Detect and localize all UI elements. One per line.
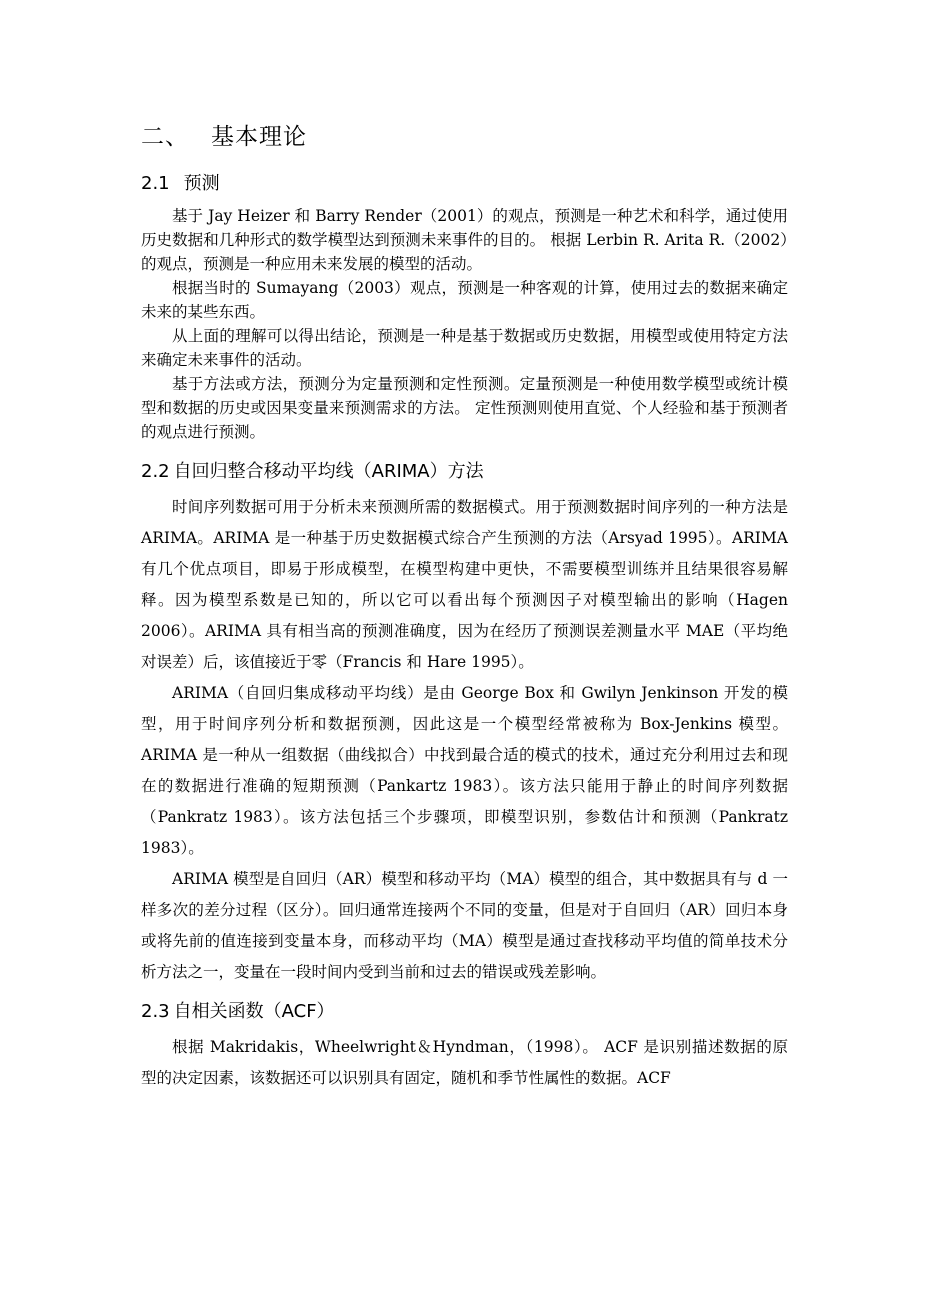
document-page	[141, 118, 788, 1094]
section-heading	[141, 170, 788, 198]
section-2-3	[141, 998, 788, 1094]
section-heading	[141, 458, 788, 486]
section-number: 2.1	[141, 173, 170, 194]
section-number: 2.2	[141, 461, 170, 482]
section-2-1	[141, 170, 788, 444]
section-number: 2.3	[141, 1001, 170, 1022]
chapter-title: 基本理论	[211, 124, 307, 150]
paragraph: 基于方法或方法，预测分为定量预测和定性预测。定量预测是一种使用数学模型或统计模型和数据的历史或因果变量来预测需求的方法。 定性预测则使用直觉、个人经验和基于预测者的观点进行预测。	[141, 375, 788, 441]
paragraph: 时间序列数据可用于分析未来预测所需的数据模式。用于预测数据时间序列的一种方法是 ARIMA。ARIMA 是一种基于历史数据模式综合产生预测的方法（Arsyad 1995）。ARIMA 有几个优点项目，即易于形成模型，在模型构建中更快，不需要模型训练并且结果很容易解释。因为模型系数是已知的，所以它可以看出每个预测因子对模型输出的影响（Hagen 2006）。ARIMA 具有相当高的预测准确度，因为在经历了预测误差测量水平 MAE（平均绝对误差）后，该值接近于零（Francis 和 Hare 1995）。	[141, 498, 788, 671]
section-heading	[141, 998, 788, 1026]
chapter-number: 二、	[141, 124, 189, 150]
section-title: 预测	[183, 173, 220, 194]
paragraph: 根据 Makridakis，Wheelwright＆Hyndman，（1998）。 ACF 是识别描述数据的原型的决定因素，该数据还可以识别具有固定，随机和季节性属性的数据。ACF	[141, 1038, 788, 1087]
paragraph: 从上面的理解可以得出结论，预测是一种是基于数据或历史数据，用模型或使用特定方法来确定未来事件的活动。	[141, 327, 788, 369]
section-2-2	[141, 458, 788, 988]
paragraph: ARIMA 模型是自回归（AR）模型和移动平均（MA）模型的组合，其中数据具有与 d 一样多次的差分过程（区分）。回归通常连接两个不同的变量，但是对于自回归（AR）回归本身或将先前的值连接到变量本身，而移动平均（MA）模型是通过查找移动平均值的简单技术分析方法之一，变量在一段时间内受到当前和过去的错误或残差影响。	[141, 870, 788, 981]
section-title: 自回归整合移动平均线（ARIMA）方法	[173, 461, 484, 482]
paragraph: 基于 Jay Heizer 和 Barry Render（2001）的观点，预测是一种艺术和科学，通过使用历史数据和几种形式的数学模型达到预测未来事件的目的。 根据 Lerbin R. Arita R.（2002）的观点，预测是一种应用未来发展的模型的活动。	[141, 207, 788, 273]
section-title: 自相关函数（ACF）	[173, 1001, 335, 1022]
paragraph: 根据当时的 Sumayang（2003）观点，预测是一种客观的计算，使用过去的数据来确定未来的某些东西。	[141, 279, 788, 321]
paragraph: ARIMA（自回归集成移动平均线）是由 George Box 和 Gwilyn Jenkinson 开发的模型，用于时间序列分析和数据预测，因此这是一个模型经常被称为 Box-Jenkins 模型。 ARIMA 是一种从一组数据（曲线拟合）中找到最合适的模式的技术，通过充分利用过去和现在的数据进行准确的短期预测（Pankartz 1983）。该方法只能用于静止的时间序列数据（Pankratz 1983）。该方法包括三个步骤项，即模型识别，参数估计和预测（Pankratz 1983）。	[141, 684, 788, 857]
chapter-heading	[141, 118, 788, 156]
